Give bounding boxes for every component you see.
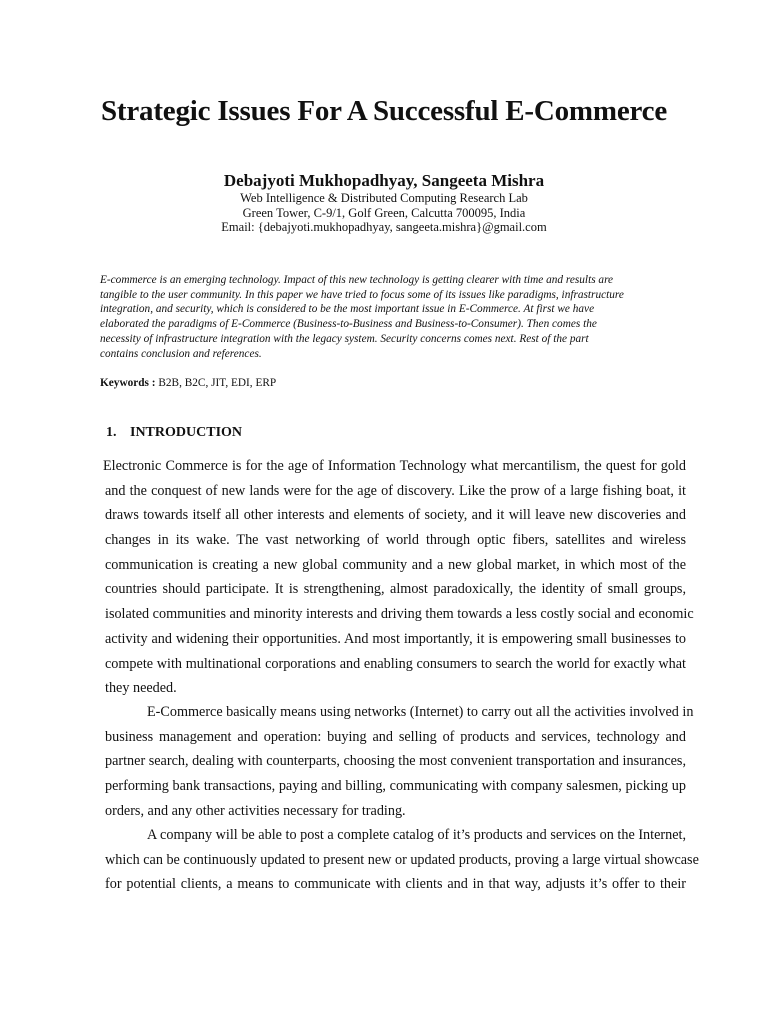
paragraph-line: E-Commerce basically means using networks (Internet) to carry out all the activities involved in bbox=[147, 704, 694, 720]
paragraph bbox=[105, 700, 694, 823]
section-heading bbox=[106, 424, 242, 442]
abstract-line: contains conclusion and references. bbox=[100, 347, 262, 360]
abstract-line: elaborated the paradigms of E-Commerce (Business-to-Business and Business-to-Consumer). Then comes the bbox=[100, 318, 597, 331]
paragraph-line: A company will be able to post a complete catalog of it’s products and services on the Internet, bbox=[147, 827, 686, 843]
abstract-line: necessity of infrastructure integration with the legacy system. Security concerns comes next. Rest of the part bbox=[100, 332, 589, 345]
affiliation-email: Email: {debajyoti.mukhopadhyay, sangeeta.mishra}@gmail.com bbox=[221, 220, 547, 235]
paragraph-line: isolated communities and minority interests and driving them towards a less costly social and economic bbox=[105, 606, 694, 623]
paragraph-line: they needed. bbox=[105, 680, 177, 697]
affiliation-address: Green Tower, C-9/1, Golf Green, Calcutta 700095, India bbox=[242, 205, 526, 220]
paragraph-line: for potential clients, a means to communicate with clients and in that way, adjusts it’s offer to their bbox=[105, 876, 686, 893]
keywords bbox=[100, 376, 276, 390]
section-title: INTRODUCTION bbox=[130, 425, 243, 440]
paragraph bbox=[103, 454, 694, 701]
paragraph-line: Electronic Commerce is for the age of Information Technology what mercantilism, the quest for gold bbox=[103, 458, 686, 474]
paper-title: Strategic Issues For A Successful E-Commerce bbox=[100, 95, 668, 127]
abstract-line: tangible to the user community. In this paper we have tried to focus some of its issues like paradigms, infrastructure bbox=[100, 288, 624, 301]
paragraph-line: changes in its wake. The vast networking of world through optic fibers, satellites and wireless bbox=[105, 532, 686, 549]
paragraph-line: activity and widening their opportunities. And most importantly, it is empowering small businesses to bbox=[105, 630, 686, 647]
paragraph-line: business management and operation: buying and selling of products and services, technology and bbox=[105, 728, 686, 745]
abstract-line: integration, and security, which is considered to be the most important issue in E-Commerce. At first we have bbox=[100, 303, 595, 316]
author-affiliation bbox=[0, 191, 768, 235]
paragraph bbox=[105, 823, 699, 897]
abstract-line: E-commerce is an emerging technology. Impact of this new technology is getting clearer with time and results are bbox=[100, 274, 614, 286]
paragraph-line: compete with multinational corporations and enabling consumers to search the world for exactly what bbox=[105, 655, 686, 672]
paragraph-line: which can be continuously updated to present new or updated products, proving a large virtual showcase bbox=[105, 851, 699, 868]
paragraph-line: communication is creating a new global community and a new global market, in which most of the bbox=[105, 556, 686, 573]
keywords-value: B2B, B2C, JIT, EDI, ERP bbox=[155, 377, 277, 389]
affiliation-lab: Web Intelligence & Distributed Computing Research Lab bbox=[240, 191, 528, 205]
paragraph-line: draws towards itself all other interests and elements of society, and it will leave new discoveries and bbox=[105, 507, 686, 524]
paragraph-line: performing bank transactions, paying and billing, communicating with company salesmen, picking up bbox=[105, 778, 686, 795]
keywords-label: Keywords : bbox=[100, 377, 156, 389]
author-names: Debajyoti Mukhopadhyay, Sangeeta Mishra bbox=[223, 171, 545, 190]
paragraph-line: partner search, dealing with counterparts, choosing the most convenient transportation and insurances, bbox=[105, 753, 686, 770]
paragraph-line: countries should participate. It is strengthening, almost paradoxically, the identity of small groups, bbox=[105, 581, 686, 598]
paragraph-line: orders, and any other activities necessary for trading. bbox=[105, 802, 406, 819]
paragraph-line: and the conquest of new lands were for the age of discovery. Like the prow of a large fishing boat, it bbox=[105, 482, 686, 499]
section-number: 1. bbox=[106, 425, 117, 440]
abstract bbox=[100, 273, 670, 361]
